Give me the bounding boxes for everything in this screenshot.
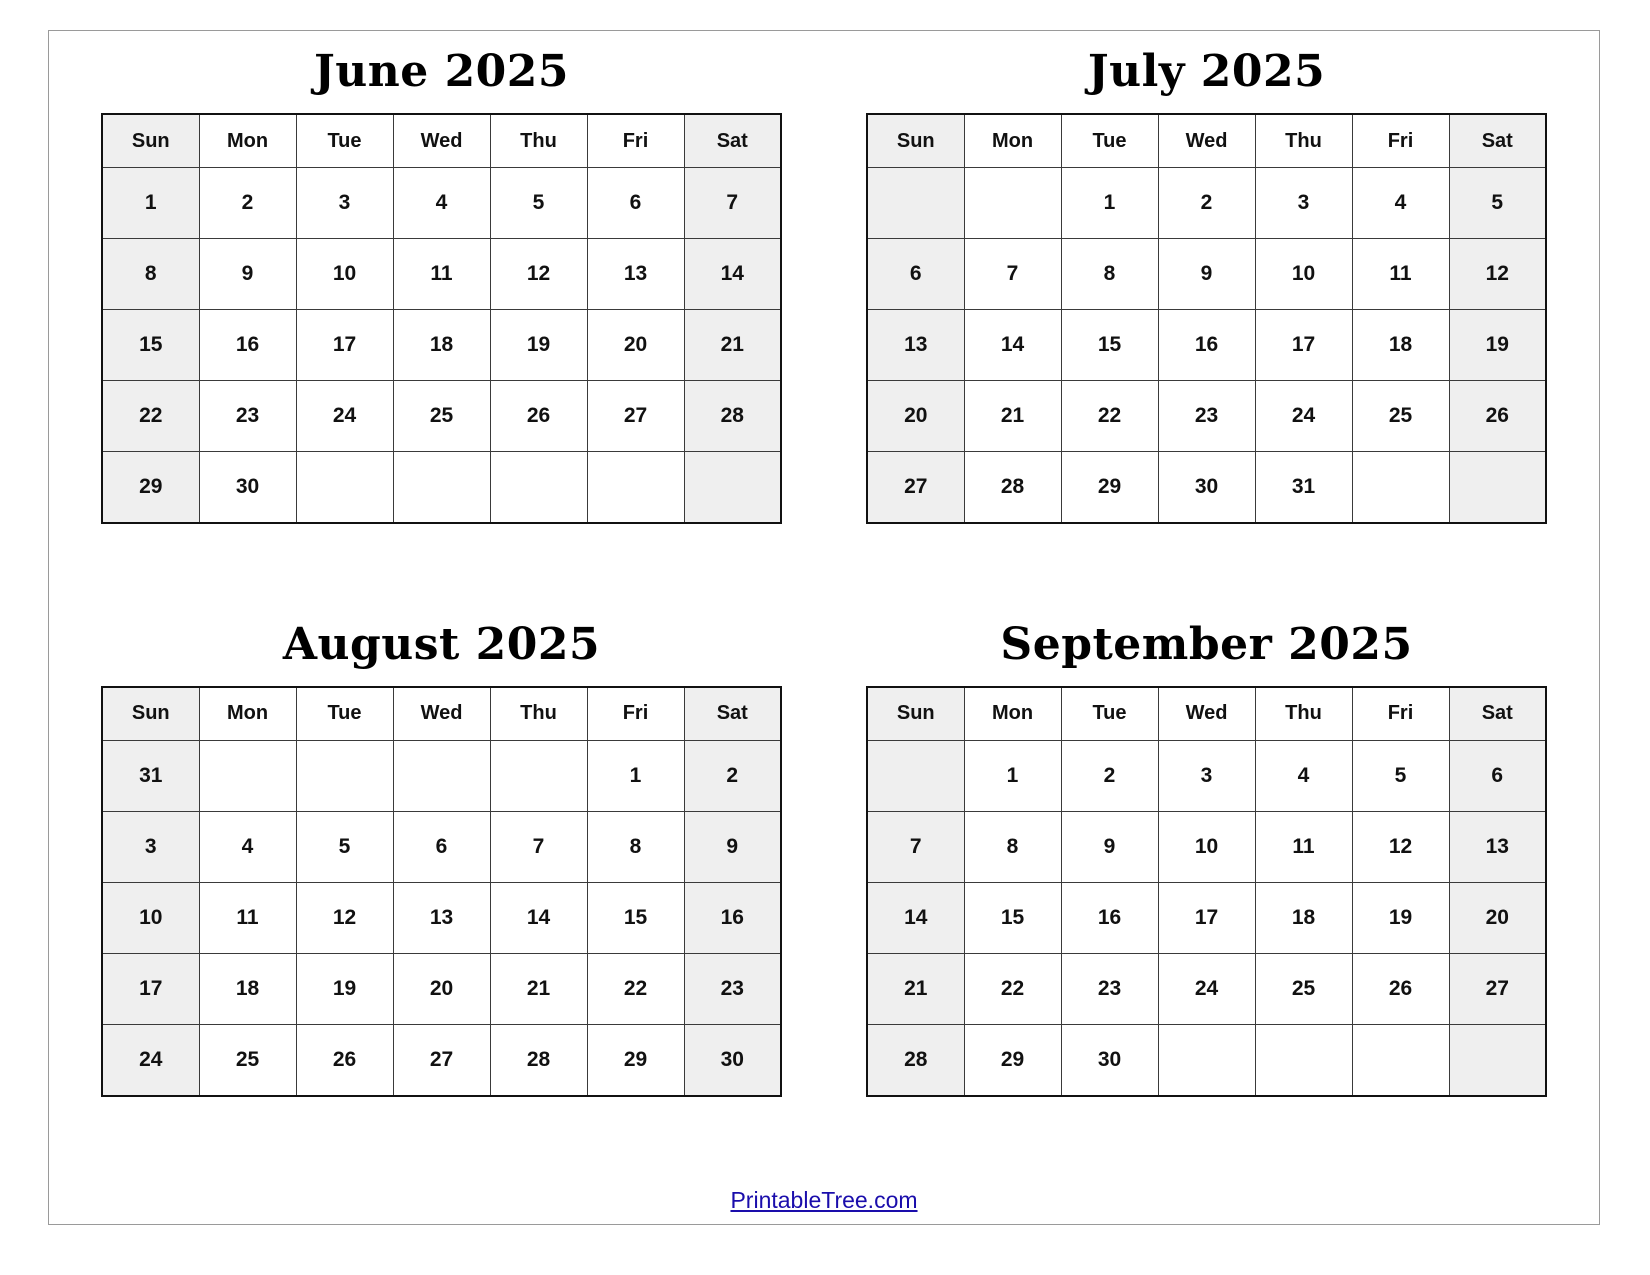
day-cell-empty <box>393 740 490 811</box>
day-cell[interactable]: 26 <box>490 381 587 452</box>
day-cell[interactable]: 7 <box>490 811 587 882</box>
day-cell[interactable]: 1 <box>1061 168 1158 239</box>
day-cell[interactable]: 1 <box>102 168 199 239</box>
day-cell[interactable]: 24 <box>102 1024 199 1096</box>
day-cell[interactable]: 16 <box>1158 310 1255 381</box>
day-cell-empty <box>684 452 781 524</box>
day-cell[interactable]: 17 <box>1158 882 1255 953</box>
weekday-header-thu: Thu <box>1255 687 1352 741</box>
day-cell-empty <box>393 452 490 524</box>
week-row <box>867 953 1546 1024</box>
weekday-header-tue: Tue <box>296 114 393 168</box>
month-block <box>824 612 1589 1185</box>
week-row <box>867 381 1546 452</box>
day-cell[interactable]: 22 <box>1061 381 1158 452</box>
weekday-header-sun: Sun <box>102 114 199 168</box>
day-cell[interactable]: 3 <box>296 168 393 239</box>
day-cell[interactable]: 20 <box>867 381 964 452</box>
weekday-header-sun: Sun <box>102 687 199 741</box>
day-cell[interactable]: 6 <box>587 168 684 239</box>
day-cell[interactable]: 10 <box>296 239 393 310</box>
day-cell[interactable]: 25 <box>393 381 490 452</box>
day-cell[interactable]: 3 <box>102 811 199 882</box>
day-cell-empty <box>490 452 587 524</box>
week-row <box>102 811 781 882</box>
weekday-header-sat: Sat <box>684 114 781 168</box>
month-table <box>866 686 1547 1097</box>
day-cell[interactable]: 17 <box>1255 310 1352 381</box>
week-row <box>102 953 781 1024</box>
day-cell-empty <box>1352 452 1449 524</box>
printabletree-link[interactable]: PrintableTree.com <box>730 1187 918 1213</box>
day-cell[interactable]: 17 <box>102 953 199 1024</box>
day-cell[interactable]: 18 <box>393 310 490 381</box>
weekday-header-row <box>102 687 781 741</box>
day-cell[interactable]: 19 <box>1352 882 1449 953</box>
week-row <box>867 452 1546 524</box>
week-row <box>867 882 1546 953</box>
day-cell[interactable]: 8 <box>964 811 1061 882</box>
weekday-header-fri: Fri <box>587 687 684 741</box>
week-row <box>102 168 781 239</box>
weekday-header-tue: Tue <box>1061 687 1158 741</box>
day-cell-empty <box>199 740 296 811</box>
weekday-header-mon: Mon <box>199 114 296 168</box>
day-cell[interactable]: 25 <box>199 1024 296 1096</box>
day-cell[interactable]: 23 <box>1158 381 1255 452</box>
month-title: July 2025 <box>1087 46 1326 97</box>
week-row <box>102 239 781 310</box>
day-cell[interactable]: 15 <box>587 882 684 953</box>
weekday-header-wed: Wed <box>1158 687 1255 741</box>
day-cell[interactable]: 16 <box>1061 882 1158 953</box>
day-cell[interactable]: 22 <box>587 953 684 1024</box>
week-row <box>867 168 1546 239</box>
day-cell[interactable]: 28 <box>490 1024 587 1096</box>
weekday-header-sat: Sat <box>1449 687 1546 741</box>
day-cell[interactable]: 5 <box>490 168 587 239</box>
day-cell[interactable]: 11 <box>393 239 490 310</box>
day-cell[interactable]: 27 <box>867 452 964 524</box>
day-cell[interactable]: 9 <box>684 811 781 882</box>
weekday-header-thu: Thu <box>490 687 587 741</box>
day-cell-empty <box>1255 1024 1352 1096</box>
day-cell[interactable]: 19 <box>1449 310 1546 381</box>
day-cell[interactable]: 25 <box>1352 381 1449 452</box>
day-cell[interactable]: 26 <box>296 1024 393 1096</box>
day-cell[interactable]: 28 <box>964 452 1061 524</box>
day-cell[interactable]: 23 <box>1061 953 1158 1024</box>
day-cell[interactable]: 12 <box>296 882 393 953</box>
day-cell[interactable]: 13 <box>1449 811 1546 882</box>
day-cell[interactable]: 13 <box>393 882 490 953</box>
day-cell[interactable]: 2 <box>1061 740 1158 811</box>
weekday-header-wed: Wed <box>393 114 490 168</box>
day-cell[interactable]: 2 <box>684 740 781 811</box>
day-cell[interactable]: 18 <box>1352 310 1449 381</box>
day-cell-empty <box>1449 1024 1546 1096</box>
day-cell[interactable]: 11 <box>1352 239 1449 310</box>
week-row <box>102 381 781 452</box>
day-cell[interactable]: 24 <box>296 381 393 452</box>
day-cell[interactable]: 14 <box>490 882 587 953</box>
weekday-header-thu: Thu <box>490 114 587 168</box>
day-cell[interactable]: 21 <box>964 381 1061 452</box>
day-cell[interactable]: 6 <box>393 811 490 882</box>
week-row <box>102 882 781 953</box>
day-cell-empty <box>587 452 684 524</box>
weekday-header-sun: Sun <box>867 114 964 168</box>
day-cell[interactable]: 14 <box>867 882 964 953</box>
day-cell[interactable]: 16 <box>684 882 781 953</box>
day-cell[interactable]: 20 <box>1449 882 1546 953</box>
day-cell[interactable]: 8 <box>1061 239 1158 310</box>
day-cell[interactable]: 31 <box>102 740 199 811</box>
day-cell[interactable]: 10 <box>102 882 199 953</box>
day-cell[interactable]: 7 <box>867 811 964 882</box>
day-cell[interactable]: 4 <box>1255 740 1352 811</box>
day-cell[interactable]: 17 <box>296 310 393 381</box>
day-cell[interactable]: 9 <box>1158 239 1255 310</box>
day-cell[interactable]: 13 <box>867 310 964 381</box>
day-cell[interactable]: 14 <box>964 310 1061 381</box>
day-cell[interactable]: 21 <box>867 953 964 1024</box>
day-cell-empty <box>296 452 393 524</box>
week-row <box>102 310 781 381</box>
day-cell[interactable]: 29 <box>1061 452 1158 524</box>
day-cell[interactable]: 15 <box>102 310 199 381</box>
day-cell[interactable]: 1 <box>587 740 684 811</box>
day-cell[interactable]: 9 <box>199 239 296 310</box>
day-cell[interactable]: 18 <box>1255 882 1352 953</box>
weekday-header-mon: Mon <box>964 687 1061 741</box>
day-cell[interactable]: 9 <box>1061 811 1158 882</box>
day-cell[interactable]: 15 <box>1061 310 1158 381</box>
day-cell[interactable]: 10 <box>1158 811 1255 882</box>
week-row <box>867 811 1546 882</box>
weekday-header-tue: Tue <box>296 687 393 741</box>
day-cell[interactable]: 26 <box>1449 381 1546 452</box>
weekday-header-thu: Thu <box>1255 114 1352 168</box>
day-cell[interactable]: 2 <box>1158 168 1255 239</box>
weekday-header-sat: Sat <box>1449 114 1546 168</box>
day-cell[interactable]: 19 <box>490 310 587 381</box>
month-title: September 2025 <box>1000 618 1413 670</box>
week-row <box>867 1024 1546 1096</box>
weekday-header-sat: Sat <box>684 687 781 741</box>
weekday-header-fri: Fri <box>587 114 684 168</box>
day-cell[interactable]: 27 <box>393 1024 490 1096</box>
week-row <box>867 310 1546 381</box>
calendar-page <box>48 30 1600 1225</box>
day-cell[interactable]: 25 <box>1255 953 1352 1024</box>
day-cell[interactable]: 29 <box>102 452 199 524</box>
day-cell[interactable]: 6 <box>867 239 964 310</box>
day-cell[interactable]: 24 <box>1255 381 1352 452</box>
day-cell[interactable]: 22 <box>102 381 199 452</box>
day-cell[interactable]: 19 <box>296 953 393 1024</box>
day-cell[interactable]: 20 <box>393 953 490 1024</box>
day-cell[interactable]: 12 <box>1352 811 1449 882</box>
week-row <box>102 452 781 524</box>
day-cell[interactable]: 23 <box>684 953 781 1024</box>
day-cell[interactable]: 20 <box>587 310 684 381</box>
day-cell[interactable]: 30 <box>199 452 296 524</box>
day-cell-empty <box>490 740 587 811</box>
day-cell[interactable]: 12 <box>1449 239 1546 310</box>
month-block <box>59 612 824 1185</box>
month-table <box>101 113 782 524</box>
weekday-header-sun: Sun <box>867 687 964 741</box>
weekday-header-fri: Fri <box>1352 687 1449 741</box>
day-cell-empty <box>964 168 1061 239</box>
weekday-header-mon: Mon <box>199 687 296 741</box>
day-cell[interactable]: 28 <box>684 381 781 452</box>
day-cell[interactable]: 27 <box>1449 953 1546 1024</box>
day-cell-empty <box>1158 1024 1255 1096</box>
day-cell[interactable]: 30 <box>1158 452 1255 524</box>
day-cell[interactable]: 6 <box>1449 740 1546 811</box>
day-cell[interactable]: 7 <box>684 168 781 239</box>
weekday-header-wed: Wed <box>1158 114 1255 168</box>
day-cell[interactable]: 18 <box>199 953 296 1024</box>
weekday-header-mon: Mon <box>964 114 1061 168</box>
week-row <box>867 740 1546 811</box>
day-cell[interactable]: 14 <box>684 239 781 310</box>
day-cell[interactable]: 22 <box>964 953 1061 1024</box>
day-cell[interactable]: 11 <box>1255 811 1352 882</box>
day-cell-empty <box>867 740 964 811</box>
weekday-header-fri: Fri <box>1352 114 1449 168</box>
day-cell[interactable]: 3 <box>1255 168 1352 239</box>
month-block <box>59 39 824 612</box>
day-cell[interactable]: 24 <box>1158 953 1255 1024</box>
page-footer <box>49 1187 1599 1214</box>
day-cell-empty <box>296 740 393 811</box>
day-cell[interactable]: 16 <box>199 310 296 381</box>
day-cell[interactable]: 1 <box>964 740 1061 811</box>
week-row <box>867 239 1546 310</box>
day-cell[interactable]: 23 <box>199 381 296 452</box>
day-cell[interactable]: 21 <box>684 310 781 381</box>
month-block <box>824 39 1589 612</box>
day-cell[interactable]: 30 <box>1061 1024 1158 1096</box>
month-title: August 2025 <box>282 618 601 670</box>
day-cell[interactable]: 15 <box>964 882 1061 953</box>
day-cell-empty <box>1449 452 1546 524</box>
day-cell[interactable]: 29 <box>964 1024 1061 1096</box>
day-cell[interactable]: 5 <box>296 811 393 882</box>
day-cell[interactable]: 8 <box>102 239 199 310</box>
weekday-header-wed: Wed <box>393 687 490 741</box>
weekday-header-row <box>102 114 781 168</box>
day-cell[interactable]: 12 <box>490 239 587 310</box>
day-cell[interactable]: 31 <box>1255 452 1352 524</box>
month-table <box>101 686 782 1097</box>
weekday-header-tue: Tue <box>1061 114 1158 168</box>
day-cell[interactable]: 30 <box>684 1024 781 1096</box>
day-cell[interactable]: 8 <box>587 811 684 882</box>
day-cell[interactable]: 4 <box>199 811 296 882</box>
weekday-header-row <box>867 114 1546 168</box>
week-row <box>102 1024 781 1096</box>
day-cell[interactable]: 11 <box>199 882 296 953</box>
month-table <box>866 113 1547 524</box>
month-title: June 2025 <box>313 46 570 97</box>
week-row <box>102 740 781 811</box>
day-cell-empty <box>1352 1024 1449 1096</box>
day-cell[interactable]: 29 <box>587 1024 684 1096</box>
day-cell[interactable]: 4 <box>393 168 490 239</box>
day-cell[interactable]: 28 <box>867 1024 964 1096</box>
day-cell[interactable]: 2 <box>199 168 296 239</box>
day-cell[interactable]: 21 <box>490 953 587 1024</box>
day-cell[interactable]: 5 <box>1449 168 1546 239</box>
day-cell[interactable]: 13 <box>587 239 684 310</box>
day-cell[interactable]: 26 <box>1352 953 1449 1024</box>
day-cell[interactable]: 3 <box>1158 740 1255 811</box>
day-cell[interactable]: 10 <box>1255 239 1352 310</box>
weekday-header-row <box>867 687 1546 741</box>
day-cell-empty <box>867 168 964 239</box>
calendar-grid <box>49 31 1599 1224</box>
day-cell[interactable]: 7 <box>964 239 1061 310</box>
day-cell[interactable]: 27 <box>587 381 684 452</box>
day-cell[interactable]: 4 <box>1352 168 1449 239</box>
day-cell[interactable]: 5 <box>1352 740 1449 811</box>
